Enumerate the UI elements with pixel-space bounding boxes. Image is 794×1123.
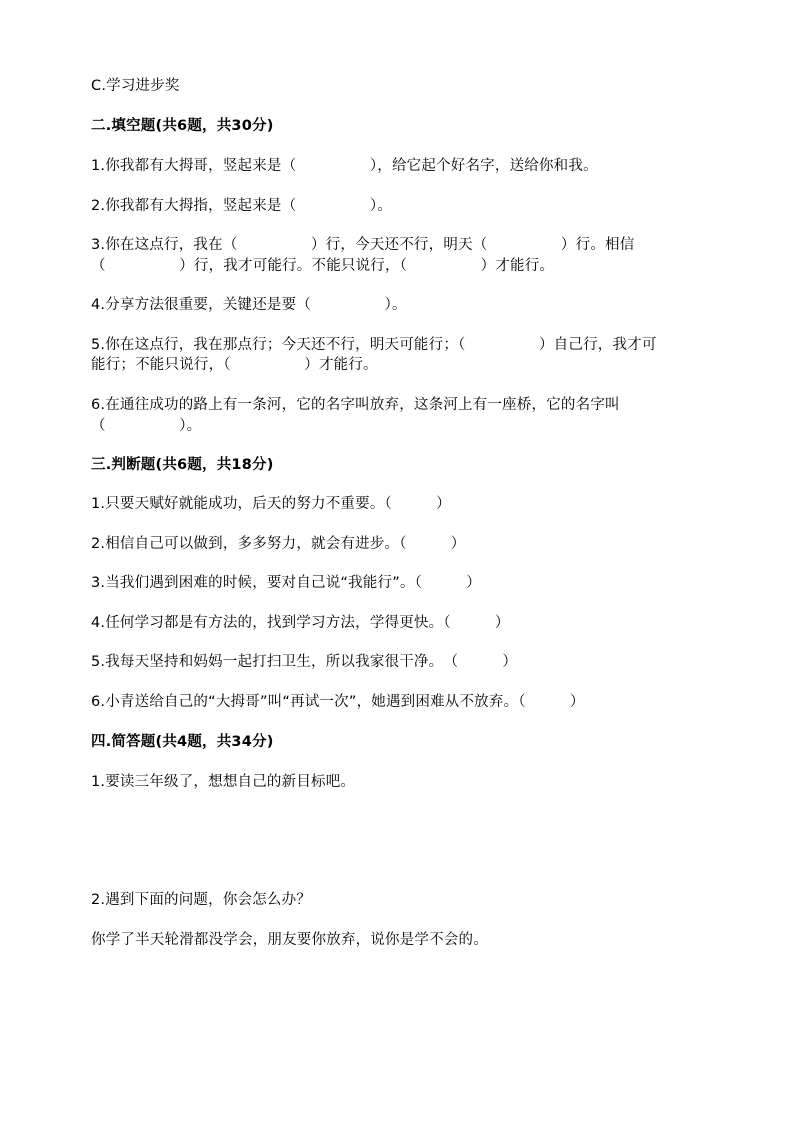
fill-blank-question-continued: 能行；不能只说行，（ ）才能行。	[91, 357, 378, 373]
fill-blank-question: 6.在通往成功的路上有一条河，它的名字叫放弃，这条河上有一座桥，它的名字叫	[91, 397, 620, 413]
section-heading-fill-blank: 二.填空题(共6题，共30分)	[91, 118, 274, 134]
fill-blank-question: 1.你我都有大拇哥，竖起来是（ ），给它起个好名字，送给你和我。	[91, 158, 598, 174]
fill-blank-question: 3.你在这点行，我在（ ）行，今天还不行，明天（ ）行。相信	[91, 237, 635, 253]
true-false-question: 6.小青送给自己的“大拇哥”叫“再试一次”，她遇到困难从不放弃。（ ）	[91, 694, 585, 710]
true-false-question: 5.我每天坚持和妈妈一起打扫卫生，所以我家很干净。 （ ）	[91, 654, 518, 670]
previous-question-option: C.学习进步奖	[91, 78, 180, 94]
short-answer-question: 2.遇到下面的问题，你会怎么办？	[91, 892, 312, 908]
fill-blank-question-continued: （ ）行，我才可能行。不能只说行，（ ）才能行。	[91, 258, 555, 274]
short-answer-question: 1.要读三年级了，想想自己的新目标吧。	[91, 774, 356, 790]
true-false-question: 4.任何学习都是有方法的，找到学习方法，学得更快。（ ）	[91, 615, 510, 631]
fill-blank-question: 4.分享方法很重要，关键还是要（ ）。	[91, 297, 407, 313]
section-heading-short-answer: 四.简答题(共4题，共34分)	[91, 734, 274, 750]
true-false-question: 1.只要天赋好就能成功，后天的努力不重要。（ ）	[91, 496, 451, 512]
section-heading-true-false: 三.判断题(共6题，共18分)	[91, 457, 274, 473]
true-false-question: 3.当我们遇到困难的时候，要对自己说“我能行”。（ ）	[91, 575, 481, 591]
fill-blank-question: 2.你我都有大拇指，竖起来是（ ）。	[91, 198, 392, 214]
fill-blank-question: 5.你在这点行，我在那点行；今天还不行，明天可能行；（ ）自己行，我才可	[91, 337, 657, 353]
fill-blank-question-continued: （ ）。	[91, 418, 202, 434]
short-answer-scenario: 你学了半天轮滑都没学会，朋友要你放弃，说你是学不会的。	[91, 932, 488, 948]
true-false-question: 2.相信自己可以做到，多多努力，就会有进步。（ ）	[91, 536, 466, 552]
